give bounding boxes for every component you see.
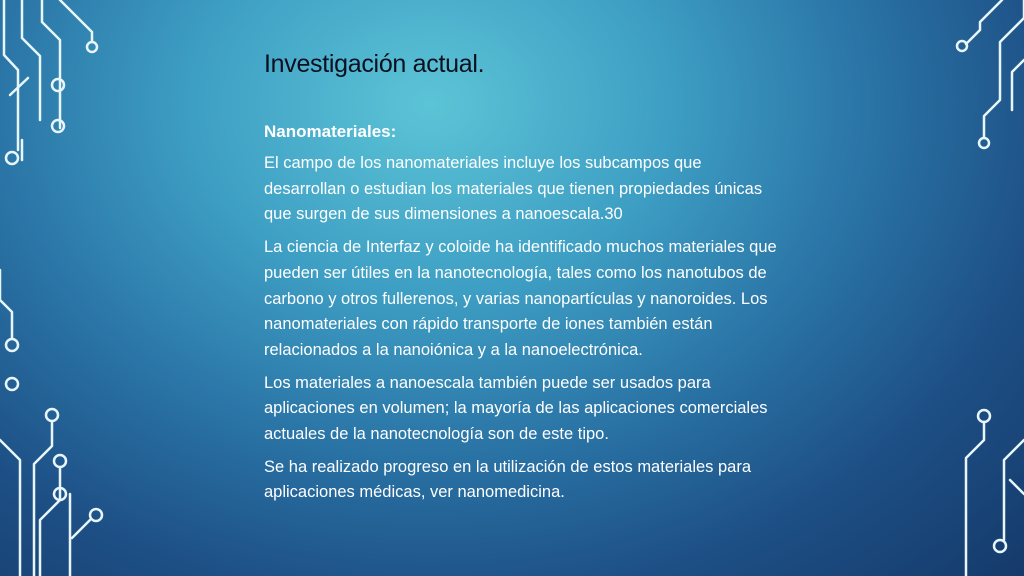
paragraph: Los materiales a nanoescala también puede ser usados para aplicaciones en volumen; la mayoría de las aplicaciones comerciales actuales de la nanotecnología son de este tipo. — [264, 373, 768, 444]
section-heading: Nanomateriales: — [264, 122, 397, 141]
circuit-bottom-right — [966, 410, 1024, 576]
circuit-top-left — [4, 0, 97, 164]
circuit-top-right — [957, 0, 1024, 148]
paragraph: La ciencia de Interfaz y coloide ha identificado muchos materiales que pueden ser útiles en la nanotecnología, tales como los nanotubos de carbono y otros fullerenos, y varias nanopartículas y nanoroides. Los nanomateriales con rápido transporte de iones también están relacionados a la nanoiónica y a la nanoelectrónica. — [264, 238, 777, 359]
paragraph: Se ha realizado progreso en la utilización de estos materiales para aplicaciones médicas, ver nanomedicina. — [264, 457, 752, 502]
slide-title: Investigación actual. — [264, 50, 485, 78]
circuit-left-middle — [0, 270, 18, 390]
circuit-bottom-left — [0, 409, 102, 576]
slide-content — [264, 121, 784, 513]
paragraph: El campo de los nanomateriales incluye los subcampos que desarrollan o estudian los materiales que tienen propiedades únicas que surgen de sus dimensiones a nanoescala.30 — [264, 154, 763, 224]
